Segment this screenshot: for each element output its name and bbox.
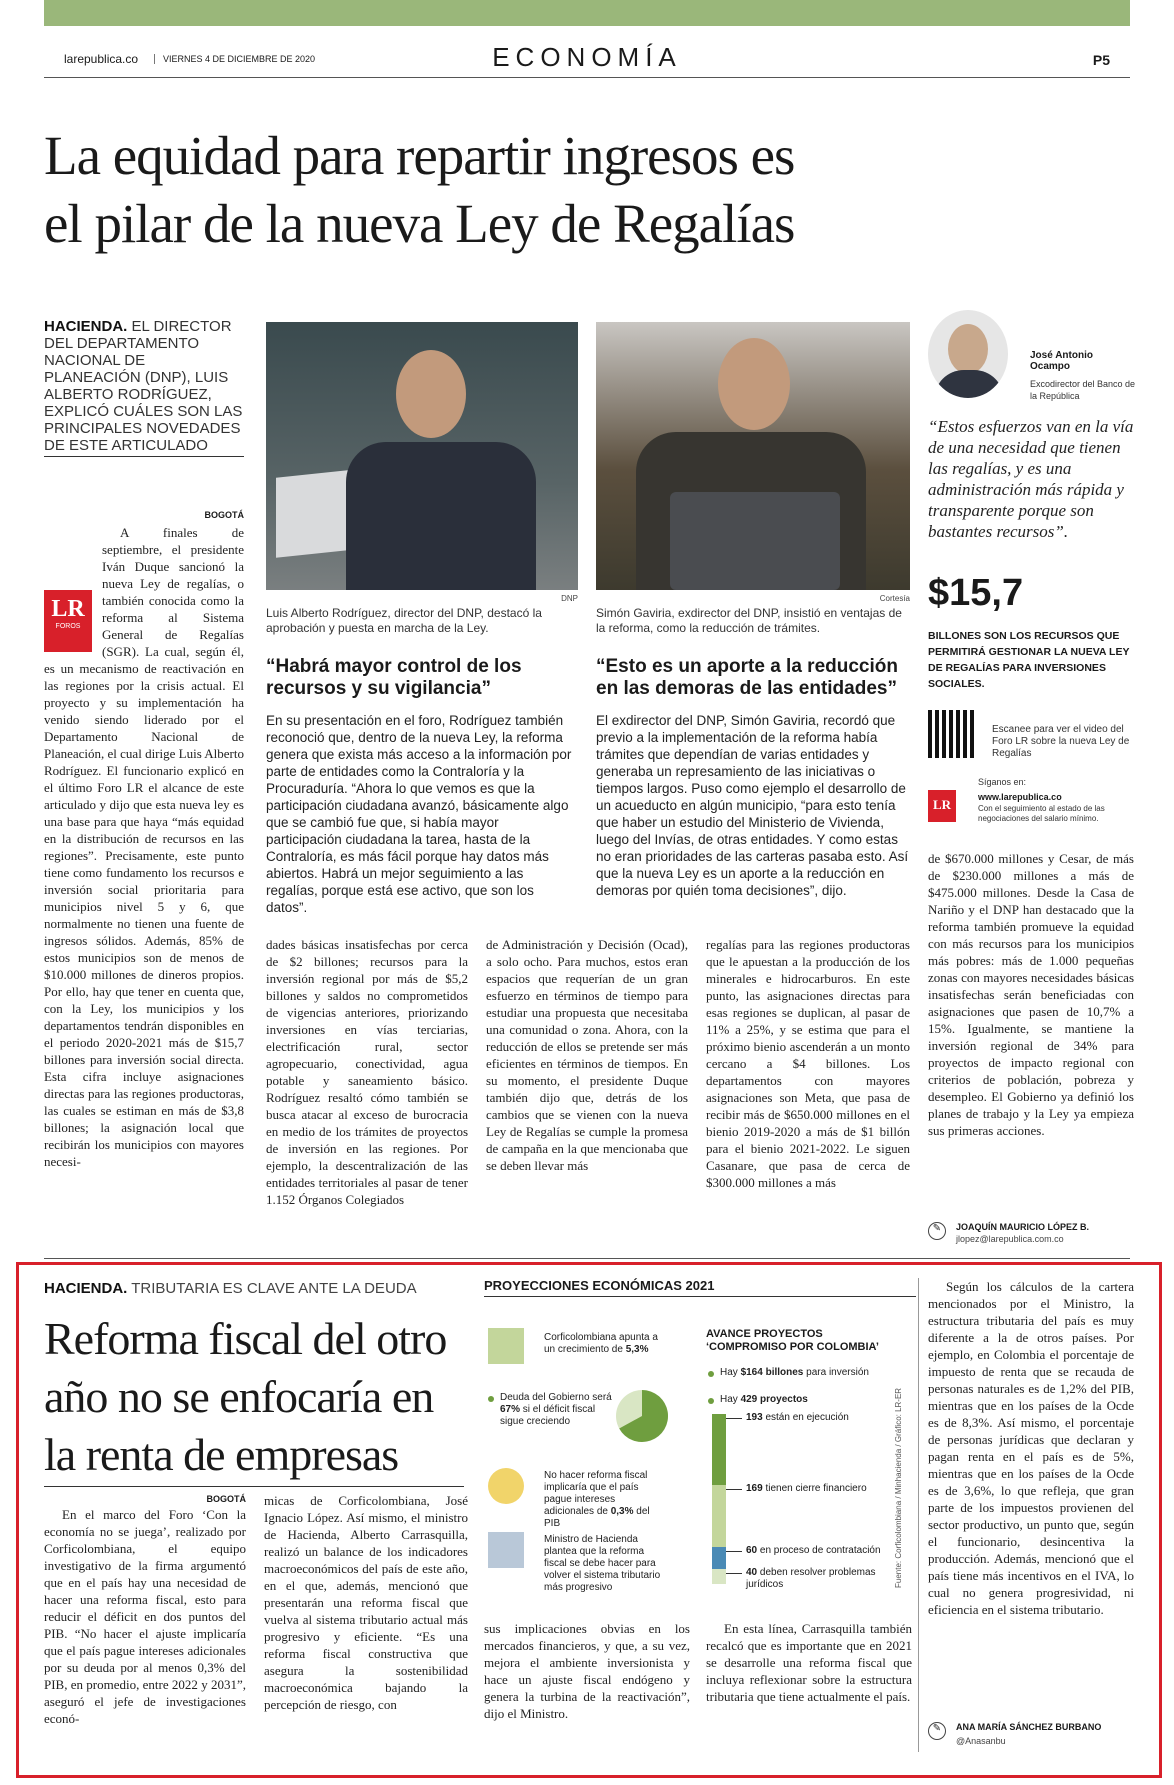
section-title: ECONOMÍA: [492, 42, 682, 72]
bullet-hay1: [708, 1371, 714, 1377]
hay1-pre: Hay: [720, 1367, 741, 1378]
lr-logo: LR: [928, 790, 956, 822]
item-2-bold: 67%: [500, 1404, 521, 1415]
bar-label: [746, 1545, 896, 1557]
second-col-3: sus implicaciones obvias en los mercados financieros, y que, a su vez, mejora el ambiente inversionista y hace un ajuste fiscal endógeno y genera la turbina de la reactivación”, dijo el Ministro.: [484, 1621, 690, 1721]
follow-site[interactable]: www.larepublica.co: [978, 792, 1062, 802]
item-2-text2: si el déficit fiscal sigue creciendo: [500, 1404, 596, 1427]
col1-text: A finales de septiembre, el presidente Iván Duque sancionó la nueva Ley de regalías, o también conocida como la reforma al Sistema General de Regalías (SGR). La cual, según él, es un mecanismo de reactivación en las regiones por la crisis actual. El proyecto y su implementación ha venido siendo liderado por el Departamento Nacional de Planeación, el cual dirige Luis Alberto Rodríguez. El funcionario explicó en el último Foro LR el alcance de este articulado y dijo que esta nueva ley es una base para que haya “más equidad en la distribución de recursos en las regiones”. Precisamente, este punto tiene como fundamento los recursos e inversión social prioritaria para municipios nivel 5 y 6, que normalmente no tienen una fuente de ingresos sólidos. Además, 85% de estos municipios son de menos de $10.000 millones de dineros propios. Por ello, hay que tener en cuenta que, con la Ley, los municipios y los departamentos tendrán disponibles en el periodo 2020-2021 más de $15,7 billones para inversión social directa. Esta cifra incluye asignaciones directas para las regiones productoras, las cuales se estiman en más de $3,8 billones; la asignación local que recibirán los municipios con mayores necesi-: [44, 525, 244, 1169]
hay2-pre: Hay: [720, 1394, 741, 1405]
profile-suit: [934, 370, 1004, 398]
avance-title: AVANCE PROYECTOS ‘COMPROMISO POR COLOMBIA’: [706, 1328, 879, 1353]
follow-label: Síganos en:: [978, 777, 1027, 787]
lead-kicker: HACIENDA.: [44, 318, 128, 335]
photo-gaviria: [596, 322, 910, 590]
bar-leader: [726, 1551, 742, 1552]
bar-category: deben resolver problemas jurídicos: [746, 1567, 876, 1591]
bar-leader: [726, 1573, 742, 1574]
stacked-bar: [712, 1412, 912, 1591]
item-3: [544, 1470, 662, 1530]
comment-icon: ✎: [928, 1222, 946, 1240]
second-col-4: En esta línea, Carrasquilla también recalcó que es importante que en 2021 se desarrolle una reforma fiscal que incluya reflexionar sobre la estructura tributaria que tiene actualmente el país.: [706, 1621, 912, 1704]
photo-rodriguez: [266, 322, 578, 590]
site-name: larepublica.co: [64, 52, 139, 66]
bar-value: 169: [746, 1483, 766, 1495]
laptop-shape2: [670, 492, 840, 590]
bullet-1: [488, 1396, 494, 1402]
bar-category: están en ejecución: [765, 1412, 849, 1423]
face-shape2: [718, 338, 790, 430]
lead-text: [44, 318, 244, 454]
second-col-1: En el marco del Foro ‘Con la economía no se juega’, realizado por Corficolombiana, el equipo investigativo de la firma argumentó que en el país hay una necesidad de hacer una reforma fiscal, esto para reducir el déficit en dos puntos del PIB. “No hacer el ajuste implicaría que el país pague intereses adicionales por su deuda por al menos 0,3% del PIB, en promedio, entre 2022 y 2031”, aseguró el jefe de investigaciones econó-: [44, 1507, 246, 1726]
headline-line2: el pilar de la nueva Ley de Regalías: [44, 193, 795, 254]
profile-photo: [928, 310, 1008, 398]
profile-face: [948, 324, 988, 374]
pull-quote: “Estos esfuerzos van en la vía de una necesidad que tienen las regalías, y es una administración más rápida y transparente porque son bastantes recursos”.: [928, 417, 1134, 541]
second-author: ANA MARÍA SÁNCHEZ BURBANO: [956, 1722, 1102, 1732]
second-headline-l2: año no se enfocaría en: [44, 1371, 434, 1422]
article-col-5: de $670.000 millones y Cesar, de más de $230.000 millones a más de $475.000 millones. Desde la Casa de Nariño y el DNP han destacado que la reforma también promueve la equidad con más recursos para los municipios más pobres: más de 1.000 pequeñas zonas con mayores necesidades básicas insatisfechas serán beneficiadas con asignaciones que pasen de 10,7% a 15%. Igualmente, se mantiene la inversión regional de 34% para proyectos de impacto regional con criterios de población, pobreza y desempleo. El Gobierno ya definió los planes de trabajo y la Ley ya empieza sus primeras acciones.: [928, 851, 1134, 1138]
hay1: [720, 1367, 900, 1379]
item-2-text: Deuda del Gobierno será: [500, 1392, 612, 1403]
photo1-caption: Luis Alberto Rodríguez, director del DNP, destacó la aprobación y puesta en marcha de la Ley.: [266, 606, 542, 635]
second-kicker-bold: HACIENDA.: [44, 1280, 128, 1297]
bar-segment: [712, 1414, 726, 1485]
photo1-credit: DNP: [561, 594, 578, 603]
hay2-bold: 429 proyectos: [740, 1394, 808, 1405]
article-col-3: de Administración y Decisión (Ocad), a solo ocho. Para muchos, estos eran espacios que requerían de un gran esfuerzo en términos de tiempo para estudiar una propuesta que necesitaba una comunidad o zona. Ahora, con la reducción de ellos se pretende ser más eficientes en términos de tiempos. En su momento, el presidente Duque también dijo que, detrás de los cambios que se vienen con la nueva Ley de Regalías se cumple la promesa de campaña en la que mencionaba que se deben llevar más: [486, 937, 688, 1173]
second-kicker-rest: TRIBUTARIA ES CLAVE ANTE LA DEUDA: [131, 1280, 417, 1297]
bar-leader: [726, 1489, 742, 1490]
lead-rule: [44, 456, 244, 457]
comment-icon-2: ✎: [928, 1722, 946, 1740]
bar-leader: [726, 1418, 742, 1419]
second-col-2: micas de Corficolombiana, José Ignacio López. Así mismo, el ministro de Hacienda, Alberto Carrasquilla, realizó un balance de los indicadores macroeconómicos del país de este año, en el que, además, mencionó que presentarán una reforma fiscal que vuelva al sistema tributario actual más progresivo y eficiente. “Es una reforma fiscal constructiva que asegura la sostenibilidad macroeconómica bajando la percepción de riesgo, con: [264, 1493, 468, 1712]
second-headline-l1: Reforma fiscal del otro: [44, 1313, 447, 1364]
item-1: [544, 1332, 662, 1356]
bar-segment: [712, 1485, 726, 1547]
lead-body: EL DIRECTOR DEL DEPARTAMENTO NACIONAL DE PLANEACIÓN (DNP), LUIS ALBERTO RODRÍGUEZ, EXPLICÓ CUÁLES SON LAS PRINCIPALES NOVEDADES DE ESTE ARTICULADO: [44, 318, 243, 454]
follow-text: Con el seguimiento al estado de las negociaciones del salario mínimo.: [978, 804, 1105, 823]
top-color-band: [44, 0, 1130, 26]
bar-value: 40: [746, 1567, 760, 1579]
main-author: JOAQUÍN MAURICIO LÓPEZ B.: [956, 1222, 1090, 1232]
headline-line1: La equidad para repartir ingresos es: [44, 125, 795, 186]
face-shape: [396, 350, 466, 438]
bar-segment: [712, 1569, 726, 1584]
bar-label: [746, 1567, 896, 1591]
suit-shape: [346, 442, 536, 590]
bullet-hay2: [708, 1398, 714, 1404]
article-col-4: regalías para las regiones productoras que le apuestan a la producción de los minerales e hidrocarburos. En este punto, las asignaciones directas para esas regiones se duplican, al pasar de 11% a 25%, y se estima que para el próximo bienio ascenderán a un monto cercano a $4 billones. Los departamentos con mayores asignaciones son Meta, que pasa de recibir más de $650.000 millones en el bienio 2019-2020 a más de $1 billón para el bienio 2021-2022. Le siguen Casanare, que pasa de cerca de $300.000 millones a más: [706, 937, 910, 1190]
photo2-credit: Cortesía: [879, 594, 910, 603]
second-dateline: BOGOTÁ: [206, 1494, 246, 1504]
debt-pie: [614, 1388, 670, 1444]
big-stat: $15,7: [928, 572, 1024, 614]
second-col-5: Según los cálculos de la cartera mencionados por el Ministro, la estructura tributaria del país es muy diferente a la de otros países. Por ejemplo, en Colombia el porcentaje de impuesto de renta que se recauda de personas naturales es de 1,2% del PIB, mientras que en los países de la Ocde es de 8,3%. Así mismo, el porcentaje de personas jurídicas que declaran y pagan renta en el país es de 5%, mientras que en los países de la Ocde es de 3,6%, lo que refleja, que gran parte de los impuestos provienen del sector productivo, un punto que, según el funcionario, desincentiva la producción. Además, mencionó que el país tiene más incentivos en el IVA, lo cual no genera progresividad, ni eficiencia en el sistema tributario.: [928, 1279, 1134, 1617]
item-4: Ministro de Hacienda plantea que la reforma fiscal se debe hacer para volver el sistema tributario más progresivo: [544, 1534, 661, 1593]
lr-foros-badge: [44, 590, 92, 652]
bar-value: 60: [746, 1545, 760, 1557]
lr-badge-logo: LR: [51, 596, 85, 622]
second-headline-l3: la renta de empresas: [44, 1429, 399, 1480]
profile-name: José Antonio Ocampo: [1030, 350, 1093, 372]
article-col-2: dades básicas insatisfechas por cerca de $2 billones; recursos para la inversión regional por más de $5,2 billones y saldos no comprometidos de vigencias anteriores, priorizando inversiones en vías terciarias, electrificación rural, sector agropecuario, conectividad, agua potable y saneamiento básico. Rodríguez resaltó cómo también se busca atacar al exceso de burocracia en medio de los trámites de proyectos de inversión en las regiones. Por ejemplo, la descentralización de las entidades territoriales al pasar de tener 1.152 Órganos Colegiados: [266, 937, 468, 1207]
subhead-1-text: En su presentación en el foro, Rodríguez también reconoció que, dentro de la nueva Ley, la reforma genera que exista más acceso a la información por parte de entidades como la Contraloría y la Procuraduría. “Ahora lo que vemos es que la participación ciudadana avanzó, básicamente algo que se cambió fue que, si había mayor participación ciudadana la tarea, hasta de la Contraloría, es más fácil porque hay datos más abiertos. Habrá un mejor seguimiento a las regalías, porque está ese activo, que son los datos”.: [266, 713, 572, 915]
col-divider: [918, 1278, 919, 1752]
item-1-text: Corficolombiana apunta a un crecimiento de: [544, 1332, 658, 1355]
hay2: [720, 1394, 900, 1406]
big-stat-caption: BILLONES SON LOS RECURSOS QUE PERMITIRÁ GESTIONAR LA NUEVA LEY DE REGALÍAS PARA INVERSIONES SOCIALES.: [928, 630, 1130, 690]
subhead-2: “Esto es un aporte a la reducción en las demoras de las entidades”: [596, 656, 898, 699]
second-author-mail[interactable]: @Anasanbu: [956, 1736, 1006, 1746]
item-3-text: No hacer reforma fiscal implicaría que el país pague intereses adicionales de: [544, 1470, 648, 1517]
infographic: [484, 1278, 916, 1600]
page-header: [44, 38, 1130, 78]
bar-category: en proceso de contratación: [759, 1545, 881, 1557]
profile-role: Excodirector del Banco de la República: [1030, 379, 1136, 401]
section-rule: [44, 1258, 1130, 1259]
headline: [44, 122, 1084, 258]
lr-badge-sub: FOROS: [55, 623, 81, 630]
main-author-mail[interactable]: jlopez@larepublica.com.co: [956, 1234, 1064, 1244]
second-kicker: [44, 1280, 464, 1297]
photo2-caption: Simón Gaviria, exdirector del DNP, insistió en ventajas de la reforma, como la reducción de trámites.: [596, 606, 902, 635]
bar-label: [746, 1483, 896, 1495]
issue-date: VIERNES 4 DE DICIEMBRE DE 2020: [154, 54, 315, 64]
subhead-2-text: El exdirector del DNP, Simón Gaviria, recordó que previo a la implementación de la reforma había trámites que dependían de varias entidades y generaba un represamiento de las iniciativas o tiempos largos. Puso como ejemplo el desarrollo de un acueducto en algún municipio, “para esto tenía que haber un estudio del Ministerio de Vivienda, luego del Invías, de otras entidades. Y como estas no eran prioridades de las carteras pasaba esto. Así que la nueva Ley es un aporte a la reducción en demoras por quién toma decisiones”, dijo.: [596, 713, 909, 898]
second-headline: [44, 1310, 464, 1484]
page-number: P5: [1092, 52, 1110, 68]
chart-icon: [488, 1328, 524, 1364]
second-rule: [44, 1486, 464, 1487]
infographic-title: PROYECCIONES ECONÓMICAS 2021: [484, 1278, 916, 1297]
item-3-bold: 0,3%: [610, 1506, 634, 1517]
bar-value: 193: [746, 1412, 766, 1423]
bar-segment: [712, 1547, 726, 1569]
item-3-text2: del PIB: [544, 1506, 650, 1529]
infographic-source: Fuente: Corficolombiana / Minhacienda / Gráfico: LR-ER: [894, 1387, 903, 1588]
hay1-bold: $164 billones: [740, 1367, 804, 1378]
minister-icon: [488, 1532, 524, 1568]
dateline: BOGOTÁ: [204, 510, 244, 520]
lightbulb-icon: [488, 1468, 524, 1504]
item-2: [500, 1392, 618, 1428]
bar-label: [746, 1412, 896, 1424]
qr-code[interactable]: [928, 710, 976, 758]
subhead-1: “Habrá mayor control de los recursos y su vigilancia”: [266, 656, 522, 699]
bar-category: tienen cierre financiero: [765, 1483, 867, 1495]
item-1-bold: 5,3%: [625, 1344, 649, 1355]
article-col-1: [44, 524, 244, 1250]
hay1-post: para inversión: [803, 1367, 869, 1378]
qr-text: Escanee para ver el video del Foro LR sobre la nueva Ley de Regalías: [992, 724, 1130, 759]
